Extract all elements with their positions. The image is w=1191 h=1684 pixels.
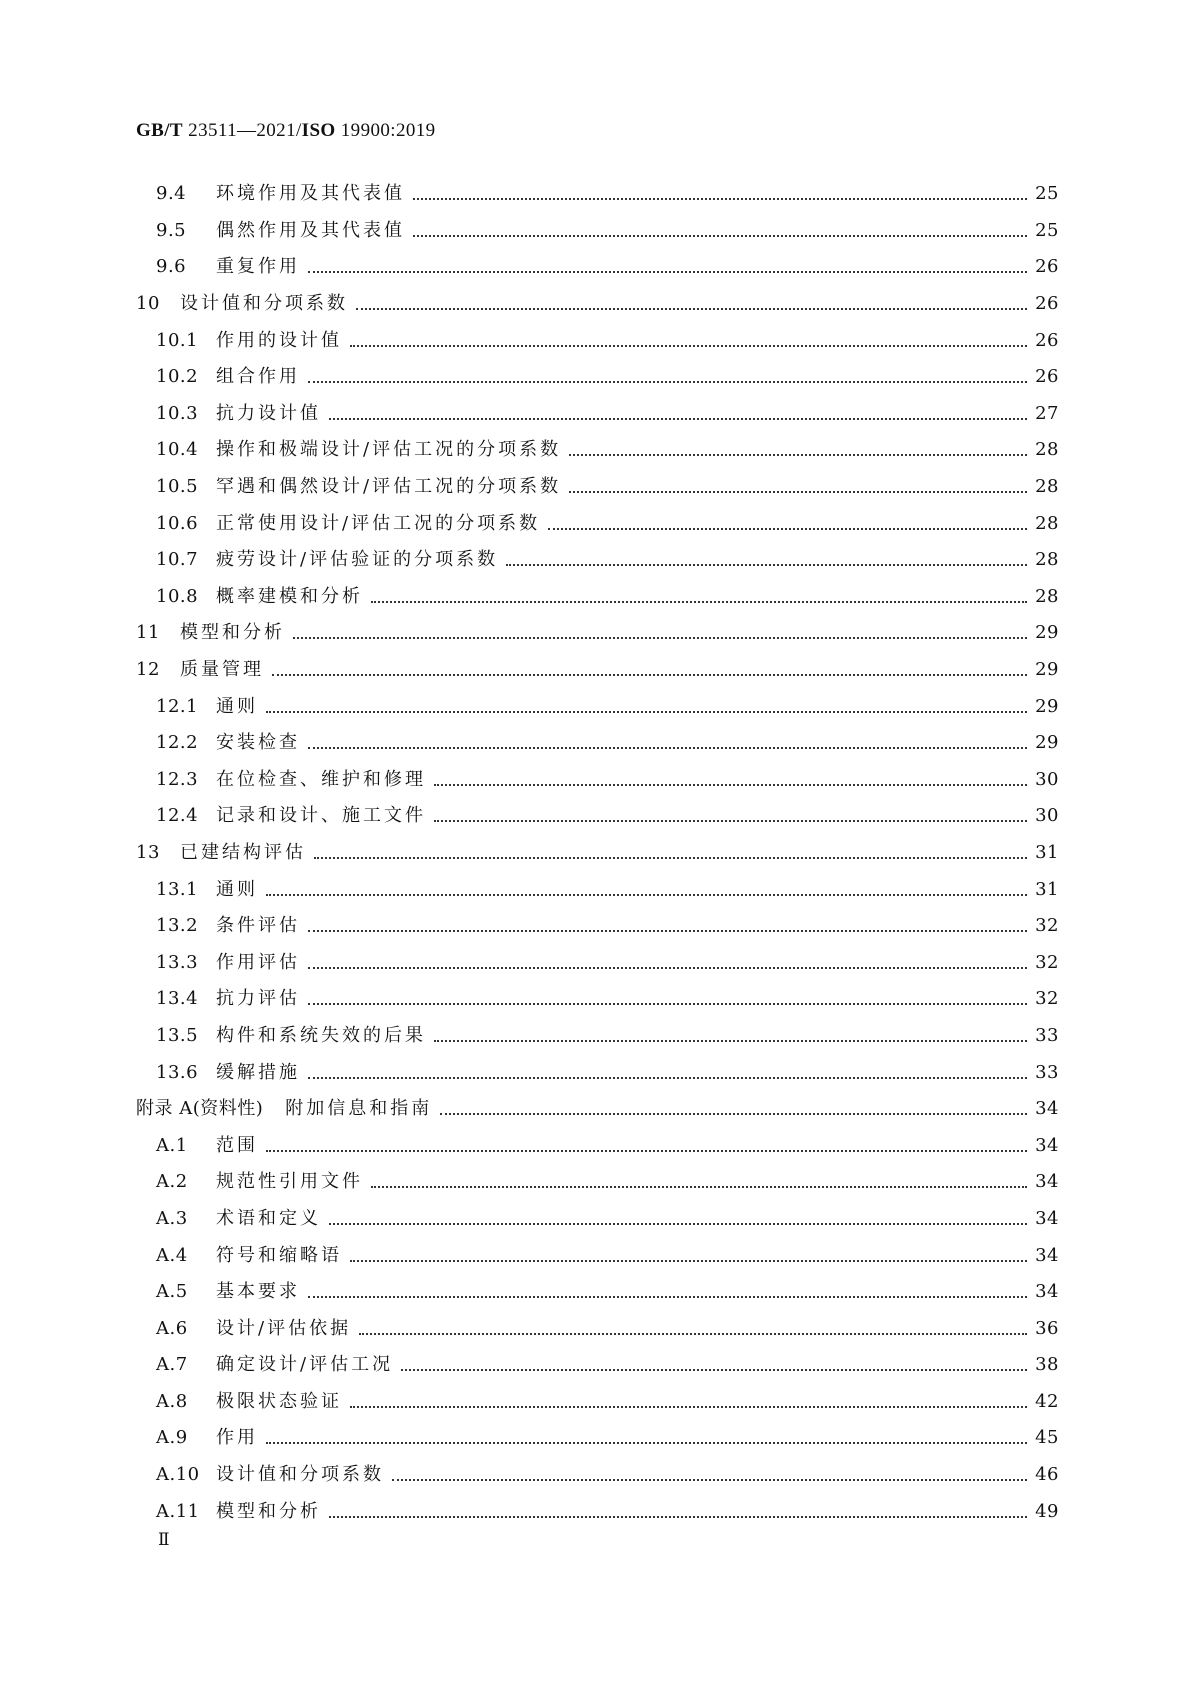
toc-entry-number: 10.8 bbox=[156, 585, 199, 607]
toc-entry-number: A.10 bbox=[156, 1464, 200, 1486]
toc-entry-number: 12.4 bbox=[156, 805, 199, 827]
toc-entry-number: 13.6 bbox=[156, 1061, 199, 1083]
toc-entry-title: 罕遇和偶然设计/评估工况的分项系数 bbox=[216, 476, 562, 498]
toc-leader-dots bbox=[392, 1469, 1027, 1481]
toc-entry-page: 34 bbox=[1035, 1134, 1059, 1156]
toc-leader-dots bbox=[401, 1359, 1027, 1371]
toc-entry-title: 条件评估 bbox=[216, 915, 300, 937]
toc-entry-page: 29 bbox=[1035, 695, 1059, 717]
toc-leader-dots bbox=[329, 1506, 1027, 1518]
toc-entry-page: 33 bbox=[1035, 1024, 1059, 1046]
toc-leader-dots bbox=[266, 1140, 1027, 1152]
toc-leader-dots bbox=[350, 1250, 1027, 1262]
toc-entry-number: A.11 bbox=[156, 1500, 200, 1522]
toc-entry-title: 规范性引用文件 bbox=[216, 1171, 363, 1193]
toc-entry-title: 构件和系统失效的后果 bbox=[216, 1024, 426, 1046]
toc-leader-dots bbox=[413, 188, 1027, 200]
toc-entry[interactable] bbox=[136, 762, 1059, 799]
toc-leader-dots bbox=[434, 810, 1027, 822]
iso-prefix: ISO bbox=[301, 120, 336, 141]
toc-leader-dots bbox=[308, 737, 1027, 749]
toc-entry[interactable] bbox=[136, 688, 1059, 725]
toc-entry-page: 28 bbox=[1035, 476, 1059, 498]
toc-leader-dots bbox=[308, 920, 1027, 932]
toc-entry[interactable] bbox=[136, 213, 1059, 250]
toc-leader-dots bbox=[434, 1030, 1027, 1042]
toc-entry-number: A.4 bbox=[156, 1244, 188, 1266]
toc-entry-page: 36 bbox=[1035, 1317, 1059, 1339]
toc-entry-page: 34 bbox=[1035, 1171, 1059, 1193]
toc-entry-title: 疲劳设计/评估验证的分项系数 bbox=[216, 549, 499, 571]
standard-code-prefix: GB/T bbox=[136, 120, 184, 141]
toc-entry-title: 符号和缩略语 bbox=[216, 1244, 342, 1266]
toc-leader-dots bbox=[413, 225, 1027, 237]
toc-entry[interactable] bbox=[136, 176, 1059, 213]
toc-entry[interactable] bbox=[136, 1493, 1059, 1530]
toc-entry-page: 30 bbox=[1035, 805, 1059, 827]
toc-entry[interactable] bbox=[136, 505, 1059, 542]
toc-leader-dots bbox=[266, 701, 1027, 713]
toc-entry-number: 12.3 bbox=[156, 768, 199, 790]
toc-leader-dots bbox=[359, 1323, 1027, 1335]
toc-leader-dots bbox=[329, 408, 1027, 420]
toc-leader-dots bbox=[356, 298, 1027, 310]
toc-leader-dots bbox=[308, 1067, 1027, 1079]
toc-entry-title: 抗力设计值 bbox=[216, 402, 321, 424]
toc-entry-page: 28 bbox=[1035, 549, 1059, 571]
toc-entry-title: 模型和分析 bbox=[180, 622, 285, 644]
toc-entry-page: 49 bbox=[1035, 1500, 1059, 1522]
toc-entry-number: 10.6 bbox=[156, 512, 199, 534]
toc-entry[interactable] bbox=[136, 542, 1059, 579]
toc-entry-number: A.7 bbox=[156, 1354, 188, 1376]
toc-entry-title: 重复作用 bbox=[216, 256, 300, 278]
toc-entry-page: 30 bbox=[1035, 768, 1059, 790]
toc-leader-dots bbox=[569, 444, 1027, 456]
toc-entry[interactable] bbox=[136, 249, 1059, 286]
document-header bbox=[136, 120, 436, 142]
toc-entry-page: 28 bbox=[1035, 585, 1059, 607]
toc-entry-number: 9.6 bbox=[156, 256, 187, 278]
toc-entry-number: A.5 bbox=[156, 1281, 188, 1303]
toc-entry-page: 46 bbox=[1035, 1464, 1059, 1486]
toc-entry-page: 34 bbox=[1035, 1244, 1059, 1266]
toc-entry-title: 范围 bbox=[216, 1134, 258, 1156]
toc-entry-title: 在位检查、维护和修理 bbox=[216, 768, 426, 790]
toc-entry[interactable] bbox=[136, 1384, 1059, 1421]
toc-entry-page: 25 bbox=[1035, 219, 1059, 241]
toc-entry-number: 9.5 bbox=[156, 219, 187, 241]
toc-entry-page: 28 bbox=[1035, 512, 1059, 534]
toc-leader-dots bbox=[440, 1103, 1027, 1115]
toc-entry-number: A.8 bbox=[156, 1390, 188, 1412]
toc-entry-title: 设计值和分项系数 bbox=[216, 1464, 384, 1486]
toc-entry-number: A.9 bbox=[156, 1427, 188, 1449]
toc-entry-number: 13 bbox=[136, 841, 160, 863]
toc-entry-number: 13.3 bbox=[156, 951, 199, 973]
toc-entry-title: 附加信息和指南 bbox=[285, 1098, 433, 1120]
toc-entry-page: 32 bbox=[1035, 915, 1059, 937]
toc-entry-number: 附录 A(资料性) bbox=[136, 1098, 264, 1120]
toc-entry[interactable] bbox=[136, 615, 1059, 652]
toc-entry-title: 确定设计/评估工况 bbox=[216, 1354, 394, 1376]
toc-leader-dots bbox=[308, 957, 1027, 969]
toc-entry-title: 作用评估 bbox=[216, 951, 300, 973]
toc-leader-dots bbox=[308, 371, 1027, 383]
toc-entry-number: 13.4 bbox=[156, 988, 199, 1010]
toc-leader-dots bbox=[308, 993, 1027, 1005]
toc-entry-number: 11 bbox=[136, 622, 160, 644]
table-of-contents bbox=[136, 176, 1059, 1530]
toc-entry[interactable] bbox=[136, 944, 1059, 981]
toc-entry-page: 29 bbox=[1035, 732, 1059, 754]
toc-entry-title: 通则 bbox=[216, 695, 258, 717]
toc-entry[interactable] bbox=[136, 725, 1059, 762]
toc-leader-dots bbox=[308, 261, 1027, 273]
toc-entry[interactable] bbox=[136, 1201, 1059, 1238]
toc-entry-title: 环境作用及其代表值 bbox=[216, 183, 405, 205]
toc-leader-dots bbox=[371, 591, 1027, 603]
toc-entry[interactable] bbox=[136, 1310, 1059, 1347]
toc-entry-title: 质量管理 bbox=[180, 659, 264, 681]
toc-entry-title: 设计/评估依据 bbox=[216, 1317, 352, 1339]
toc-leader-dots bbox=[371, 1176, 1027, 1188]
toc-entry-number: 12.1 bbox=[156, 695, 199, 717]
toc-entry-page: 26 bbox=[1035, 366, 1059, 388]
toc-entry-title: 正常使用设计/评估工况的分项系数 bbox=[216, 512, 541, 534]
page-number: Ⅱ bbox=[158, 1530, 169, 1550]
toc-entry[interactable] bbox=[136, 469, 1059, 506]
toc-entry-number: 10.3 bbox=[156, 402, 199, 424]
toc-entry-page: 45 bbox=[1035, 1427, 1059, 1449]
toc-entry-title: 作用的设计值 bbox=[216, 329, 342, 351]
toc-entry-page: 29 bbox=[1035, 659, 1059, 681]
toc-entry[interactable] bbox=[136, 1127, 1059, 1164]
toc-entry-title: 设计值和分项系数 bbox=[180, 293, 348, 315]
toc-leader-dots bbox=[308, 1286, 1027, 1298]
toc-entry-number: 10.2 bbox=[156, 366, 199, 388]
toc-entry-page: 26 bbox=[1035, 293, 1059, 315]
toc-entry-number: 13.2 bbox=[156, 915, 199, 937]
toc-entry[interactable] bbox=[136, 1091, 1059, 1128]
toc-entry-number: 12 bbox=[136, 659, 160, 681]
toc-entry-number: A.6 bbox=[156, 1317, 188, 1339]
toc-entry[interactable] bbox=[136, 1237, 1059, 1274]
toc-leader-dots bbox=[350, 1396, 1027, 1408]
toc-entry-number: 9.4 bbox=[156, 183, 187, 205]
toc-leader-dots bbox=[548, 518, 1027, 530]
toc-entry-page: 27 bbox=[1035, 402, 1059, 424]
toc-entry[interactable] bbox=[136, 396, 1059, 433]
toc-entry-page: 32 bbox=[1035, 951, 1059, 973]
toc-entry-number: A.1 bbox=[156, 1134, 188, 1156]
toc-entry-page: 32 bbox=[1035, 988, 1059, 1010]
toc-entry-title: 通则 bbox=[216, 878, 258, 900]
toc-entry[interactable] bbox=[136, 322, 1059, 359]
toc-leader-dots bbox=[434, 774, 1027, 786]
toc-entry[interactable] bbox=[136, 1164, 1059, 1201]
toc-entry-title: 极限状态验证 bbox=[216, 1390, 342, 1412]
toc-entry[interactable] bbox=[136, 798, 1059, 835]
toc-entry-page: 31 bbox=[1035, 841, 1059, 863]
toc-entry-title: 操作和极端设计/评估工况的分项系数 bbox=[216, 439, 562, 461]
toc-entry[interactable] bbox=[136, 1457, 1059, 1494]
toc-entry-title: 基本要求 bbox=[216, 1281, 300, 1303]
toc-entry-title: 记录和设计、施工文件 bbox=[216, 805, 426, 827]
toc-leader-dots bbox=[266, 1432, 1027, 1444]
toc-leader-dots bbox=[350, 335, 1027, 347]
toc-leader-dots bbox=[272, 664, 1027, 676]
toc-entry[interactable] bbox=[136, 1018, 1059, 1055]
toc-entry-title: 偶然作用及其代表值 bbox=[216, 219, 405, 241]
toc-entry[interactable] bbox=[136, 1347, 1059, 1384]
toc-entry-number: 10.7 bbox=[156, 549, 199, 571]
toc-entry-number: A.3 bbox=[156, 1207, 188, 1229]
toc-entry-title: 缓解措施 bbox=[216, 1061, 300, 1083]
toc-entry-page: 26 bbox=[1035, 256, 1059, 278]
toc-entry-page: 28 bbox=[1035, 439, 1059, 461]
toc-entry[interactable] bbox=[136, 359, 1059, 396]
toc-entry-number: 10.1 bbox=[156, 329, 199, 351]
toc-leader-dots bbox=[293, 627, 1027, 639]
toc-entry-number: 10.4 bbox=[156, 439, 199, 461]
toc-leader-dots bbox=[266, 884, 1027, 896]
toc-entry[interactable] bbox=[136, 1274, 1059, 1311]
toc-entry-number: 13.1 bbox=[156, 878, 199, 900]
toc-entry-number: 10 bbox=[136, 293, 160, 315]
toc-entry[interactable] bbox=[136, 286, 1059, 323]
toc-entry[interactable] bbox=[136, 432, 1059, 469]
toc-entry-title: 术语和定义 bbox=[216, 1207, 321, 1229]
toc-entry-title: 作用 bbox=[216, 1427, 258, 1449]
toc-entry[interactable] bbox=[136, 1420, 1059, 1457]
toc-entry-page: 29 bbox=[1035, 622, 1059, 644]
toc-entry-page: 25 bbox=[1035, 183, 1059, 205]
toc-entry-page: 38 bbox=[1035, 1354, 1059, 1376]
standard-code-number: 23511—2021/ bbox=[188, 120, 302, 141]
toc-entry-number: A.2 bbox=[156, 1171, 188, 1193]
toc-entry-title: 组合作用 bbox=[216, 366, 300, 388]
toc-entry-page: 42 bbox=[1035, 1390, 1059, 1412]
toc-entry-page: 34 bbox=[1035, 1098, 1059, 1120]
toc-entry-number: 10.5 bbox=[156, 476, 199, 498]
toc-entry-title: 已建结构评估 bbox=[180, 841, 306, 863]
toc-entry-page: 34 bbox=[1035, 1207, 1059, 1229]
iso-code-number: 19900:2019 bbox=[340, 120, 436, 141]
toc-entry-number: 13.5 bbox=[156, 1024, 199, 1046]
toc-entry-page: 26 bbox=[1035, 329, 1059, 351]
toc-entry-page: 34 bbox=[1035, 1281, 1059, 1303]
toc-entry[interactable] bbox=[136, 908, 1059, 945]
toc-leader-dots bbox=[569, 481, 1027, 493]
toc-entry[interactable] bbox=[136, 1054, 1059, 1091]
toc-entry-page: 33 bbox=[1035, 1061, 1059, 1083]
toc-entry[interactable] bbox=[136, 652, 1059, 689]
toc-leader-dots bbox=[314, 847, 1027, 859]
toc-entry-title: 抗力评估 bbox=[216, 988, 300, 1010]
toc-leader-dots bbox=[506, 554, 1027, 566]
toc-leader-dots bbox=[329, 1213, 1027, 1225]
toc-entry-title: 模型和分析 bbox=[216, 1500, 321, 1522]
toc-entry[interactable] bbox=[136, 835, 1059, 872]
toc-entry[interactable] bbox=[136, 981, 1059, 1018]
toc-entry-title: 安装检查 bbox=[216, 732, 300, 754]
toc-entry-number: 12.2 bbox=[156, 732, 199, 754]
toc-entry[interactable] bbox=[136, 871, 1059, 908]
toc-entry[interactable] bbox=[136, 579, 1059, 616]
toc-entry-title: 概率建模和分析 bbox=[216, 585, 363, 607]
toc-entry-page: 31 bbox=[1035, 878, 1059, 900]
